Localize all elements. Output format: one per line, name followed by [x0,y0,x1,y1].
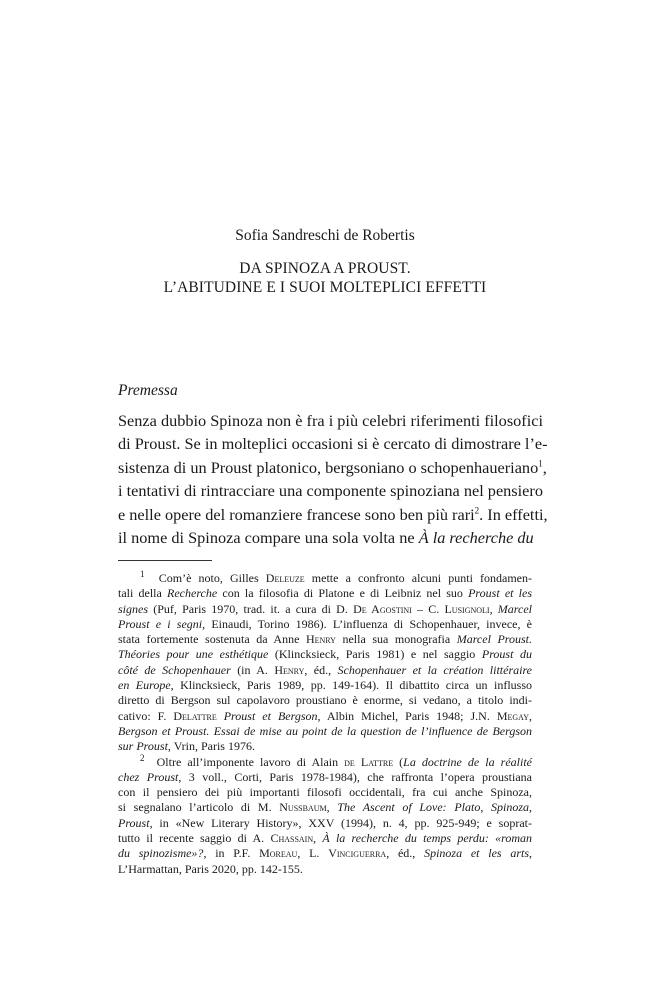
footnote-line: Proust e i segni, Einaudi, Torino 1986). L’influenza di Schopenhauer, invece, è [118,616,532,631]
footnote-line: en Europe, Klincksieck, Paris 1989, pp. 149-164). Il dibattito circa un influsso [118,678,532,693]
chapter-title [0,259,650,297]
footnote-line: chez Proust, 3 voll., Corti, Paris 1978-1984), che raffronta l’opera proustiana [118,769,532,784]
body-line: di Proust. Se in molteplici occasioni si è cercato di dimostrare l’e- [118,434,548,454]
footnote-line: Proust, in «New Literary History», XXV (1994), n. 4, pp. 925-949; e soprat- [118,815,532,830]
footnote-line: si segnalano l’articolo di M. Nussbaum, The Ascent of Love: Plato, Spinoza, [118,800,532,815]
footnote-line: diretto di Bergson sul capolavoro proustiano è enorme, si vedano, a titolo indi- [118,693,532,708]
footnote-line: tali della Recherche con la filosofia di Platone e di Leibniz nel suo Proust et les [118,586,532,601]
body-paragraph [118,409,548,549]
footnote-line: côté de Schopenhauer (in A. Henry, éd., Schopenhauer et la création littéraire [118,662,532,677]
body-line: i tentativi di rintracciare una componente spinoziana nel pensiero [118,481,543,501]
footnote-line: stata fortemente sostenuta da Anne Henry nella sua monografia Marcel Proust. [118,632,532,647]
section-heading: Premessa [118,382,178,399]
footnote-line: Théories pour une esthétique (Klincksieck, Paris 1981) e nel saggio Proust du [118,647,532,662]
body-line: Senza dubbio Spinoza non è fra i più celebri riferimenti filosofici [118,411,543,430]
footnote-line: signes (Puf, Paris 1970, trad. it. a cura di D. De Agostini – C. Lusignoli, Marcel [118,601,533,616]
footnote-separator [118,560,212,561]
footnote-line: L’Harmattan, Paris 2020, pp. 142-155. [118,861,303,876]
footnote-line: Bergson et Proust. Essai de mise au point de la question de l’influence de Bergson [118,723,532,738]
chapter-title-line-1: DA SPINOZA A PROUST. [239,260,411,277]
footnote-line: cativo: F. Delattre Proust et Bergson, Albin Michel, Paris 1948; J.N. Megay, [118,708,532,723]
author-name: Sofia Sandreschi de Robertis [235,227,415,244]
footnote-line: $^2$ Oltre all’imponente lavoro di Alain de Lattre (La doctrine de la réalité [140,752,532,769]
footnote-line: tutto il recente saggio di A. Chassain, À la recherche du temps perdu: «roman [118,831,533,846]
footnotes [118,571,532,877]
body-line: e nelle opere del romanziere francese sono ben più rari$^2$. In effetti, [118,504,548,524]
footnote-line: $^1$ Com’è noto, Gilles Deleuze mette a confronto alcuni punti fondamen- [140,569,532,585]
chapter-title-line-2: L’ABITUDINE E I SUOI MOLTEPLICI EFFETTI [163,279,487,296]
footnote-line: du spinozisme»?, in P.F. Moreau, L. Vinciguerra, éd., Spinoza et les arts, [118,846,533,861]
footnote-marker: 2 [140,752,145,763]
body-line: sistenza di un Proust platonico, bergsoniano o schopenhaueriano$^1$, [118,457,547,477]
body-line: il nome di Spinoza compare una sola volta ne À la recherche du [118,527,534,547]
footnote-reference[interactable]: 2 [474,505,480,516]
footnote-line: con il pensiero dei più importanti filosofi occidentali, fra cui anche Spinoza, [118,785,532,800]
footnote-line: sur Proust, Vrin, Paris 1976. [118,739,255,754]
footnote-marker: 1 [140,569,145,579]
footnote-reference[interactable]: 1 [538,458,543,469]
